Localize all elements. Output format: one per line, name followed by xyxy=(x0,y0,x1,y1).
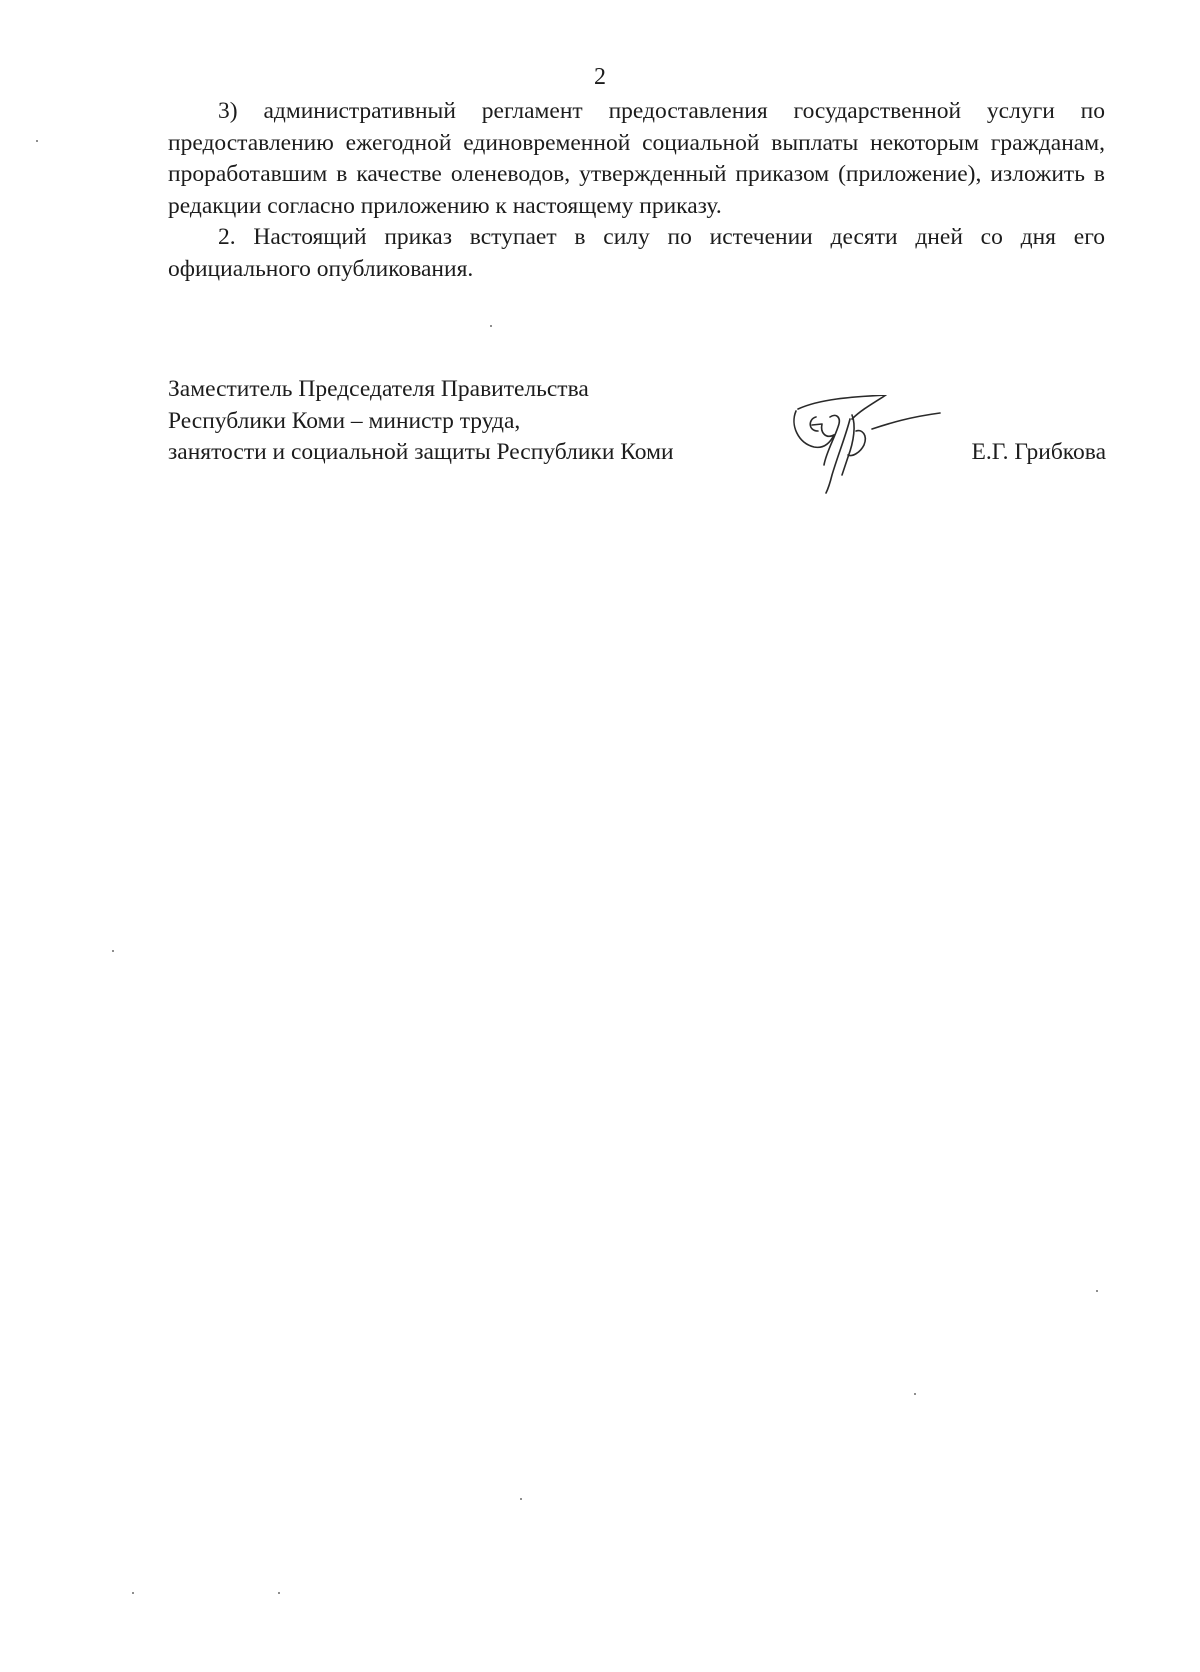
signer-name: Е.Г. Грибкова xyxy=(971,439,1106,465)
scan-speck xyxy=(914,1393,916,1395)
scan-speck xyxy=(520,1498,522,1500)
signatory-title xyxy=(168,374,674,469)
signatory-title-line: Заместитель Председателя Правительства xyxy=(168,376,589,402)
signatory-title-line: Республики Коми – министр труда, xyxy=(168,407,521,434)
scan-speck xyxy=(132,1592,134,1594)
page-number: 2 xyxy=(594,64,606,90)
scan-speck xyxy=(1096,1290,1098,1292)
handwritten-signature xyxy=(790,395,945,495)
paragraph-point-2: 2. Настоящий приказ вступает в силу по истечении десяти дней со дня его официального опубликования. xyxy=(168,224,1105,282)
scan-speck xyxy=(490,325,492,327)
paragraph-item-3: 3) административный регламент предоставления государственной услуги по предоставлению ежегодной единовременной социальной выплаты некоторым гражданам, проработавшим в качестве оленеводов, утвержденный приказом (приложение), изложить в редакции согласно приложению к настоящему приказу. xyxy=(168,98,1105,219)
document-body xyxy=(168,96,1105,285)
scan-speck xyxy=(112,950,114,952)
scan-speck xyxy=(278,1592,280,1594)
scan-speck xyxy=(36,140,38,142)
signatory-title-line: занятости и социальной защиты Республики Коми xyxy=(168,439,674,465)
